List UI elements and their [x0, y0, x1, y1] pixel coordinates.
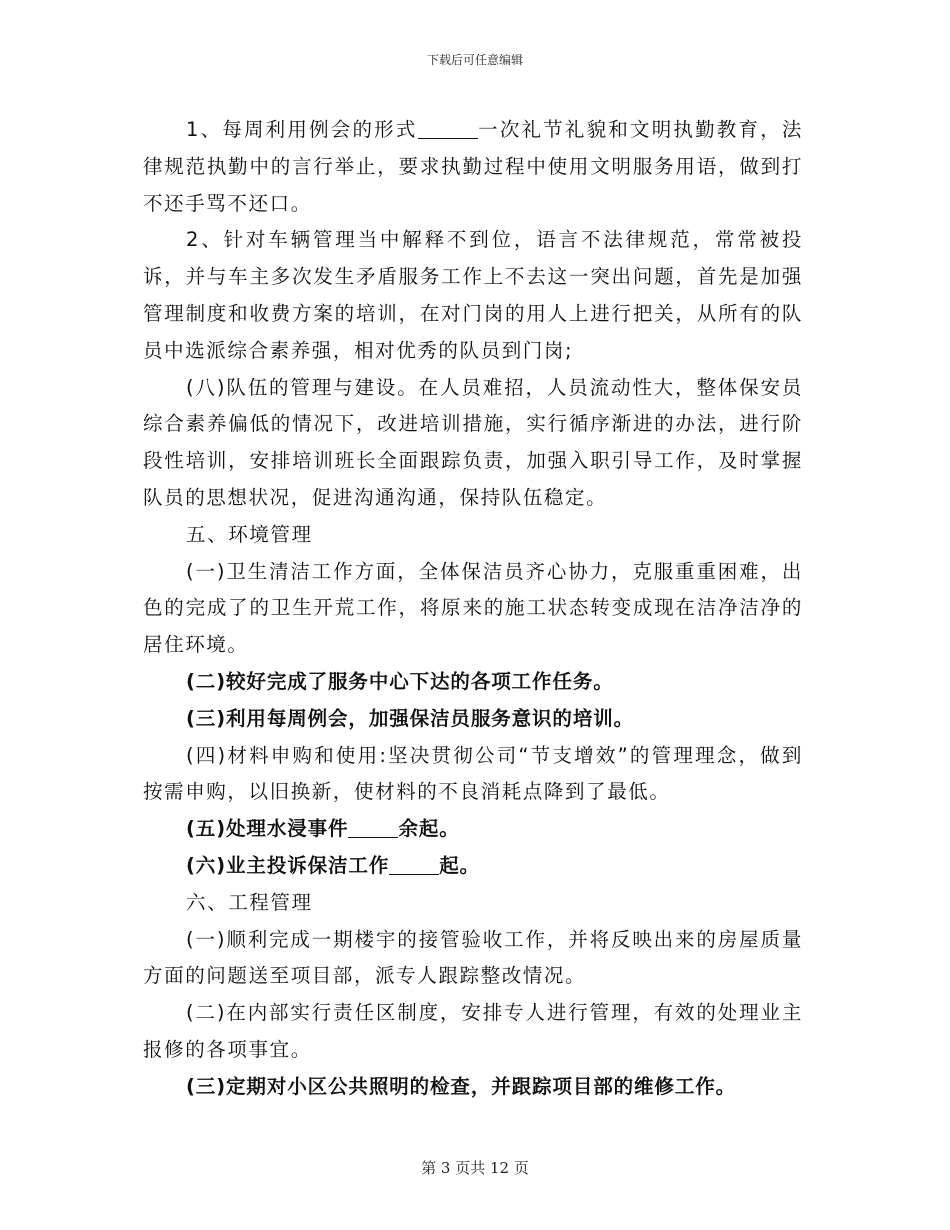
paragraph-lighting-checks [143, 1069, 803, 1106]
paragraph-complaints [143, 848, 803, 885]
document-body [143, 112, 803, 1106]
paragraph-civility-training [143, 112, 803, 222]
section-heading-environment [143, 517, 803, 554]
paragraph-tasks-completed [143, 664, 803, 701]
fill-in-blank [348, 819, 398, 838]
paragraph-text: (一)卫生清洁工作方面，全体保洁员齐心协力，克服重重困难，出色的完成了的卫生开荒工作，将原来的施工状态转变成现在洁净洁净的居住环境。 [143, 559, 803, 657]
paragraph-text: (四)材料申购和使用:坚决贯彻公司“节支增效”的管理理念，做到按需申购，以旧换新，使材料的不良消耗点降到了最低。 [143, 743, 803, 804]
page-header: 下载后可任意编辑 [426, 53, 523, 67]
paragraph-text: (二)在内部实行责任区制度，安排专人进行管理，有效的处理业主报修的各项事宜。 [143, 1001, 803, 1061]
paragraph-cleaning [143, 554, 803, 664]
paragraph-flooding-events [143, 811, 803, 848]
paragraph-responsibility-zones [143, 995, 803, 1069]
paragraph-text: (六)业主投诉保洁工作 [186, 853, 390, 877]
paragraph-text: (三)定期对小区公共照明的检查，并跟踪项目部的维修工作。 [186, 1074, 737, 1098]
paragraph-text: (五)处理水浸事件 [186, 817, 349, 841]
paragraph-weekly-training [143, 701, 803, 738]
page-footer: 第 3 页共 12 页 [421, 1159, 529, 1177]
paragraph-text: (二)较好完成了服务中心下达的各项工作任务。 [186, 669, 614, 693]
paragraph-acceptance [143, 922, 803, 996]
paragraph-text: (一)顺利完成一期楼宇的接管验收工作，并将反映出来的房屋质量方面的问题送至项目部，派专人跟踪整改情况。 [143, 927, 803, 988]
paragraph-vehicle-management [143, 222, 803, 369]
heading-text: 六、工程管理 [186, 890, 313, 914]
paragraph-text: 2、针对车辆管理当中解释不到位，语言不法律规范，常常被投诉，并与车主多次发生矛盾服务工作上不去这一突出问题，首先是加强管理制度和收费方案的培训，在对门岗的用人上进行把关，从所有的队员中选派综合素养强，相对优秀的队员到门岗; [143, 228, 803, 362]
section-heading-engineering [143, 885, 803, 922]
paragraph-text: 余起。 [398, 817, 460, 841]
paragraph-text: 1、每周利用例会的形式 [186, 118, 418, 141]
fill-in-blank [418, 120, 478, 139]
fill-in-blank [389, 856, 439, 875]
heading-text: 五、环境管理 [186, 522, 313, 546]
paragraph-text: 一次礼节礼貌和文明执勤教育，法律规范执勤中的言行举止，要求执勤过程中使用文明服务用语，做到打不还手骂不还口。 [143, 118, 803, 215]
paragraph-materials [143, 738, 803, 812]
paragraph-team-building [143, 370, 803, 517]
paragraph-text: (三)利用每周例会，加强保洁员服务意识的培训。 [186, 706, 635, 730]
paragraph-text: (八)队伍的管理与建设。在人员难招，人员流动性大，整体保安员综合素养偏低的情况下，改进培训措施，实行循序渐进的办法，进行阶段性培训，安排培训班长全面跟踪负责，加强入职引导工作，及时掌握队员的思想状况，促进沟通沟通，保持队伍稳定。 [143, 375, 803, 509]
paragraph-text: 起。 [439, 853, 481, 877]
